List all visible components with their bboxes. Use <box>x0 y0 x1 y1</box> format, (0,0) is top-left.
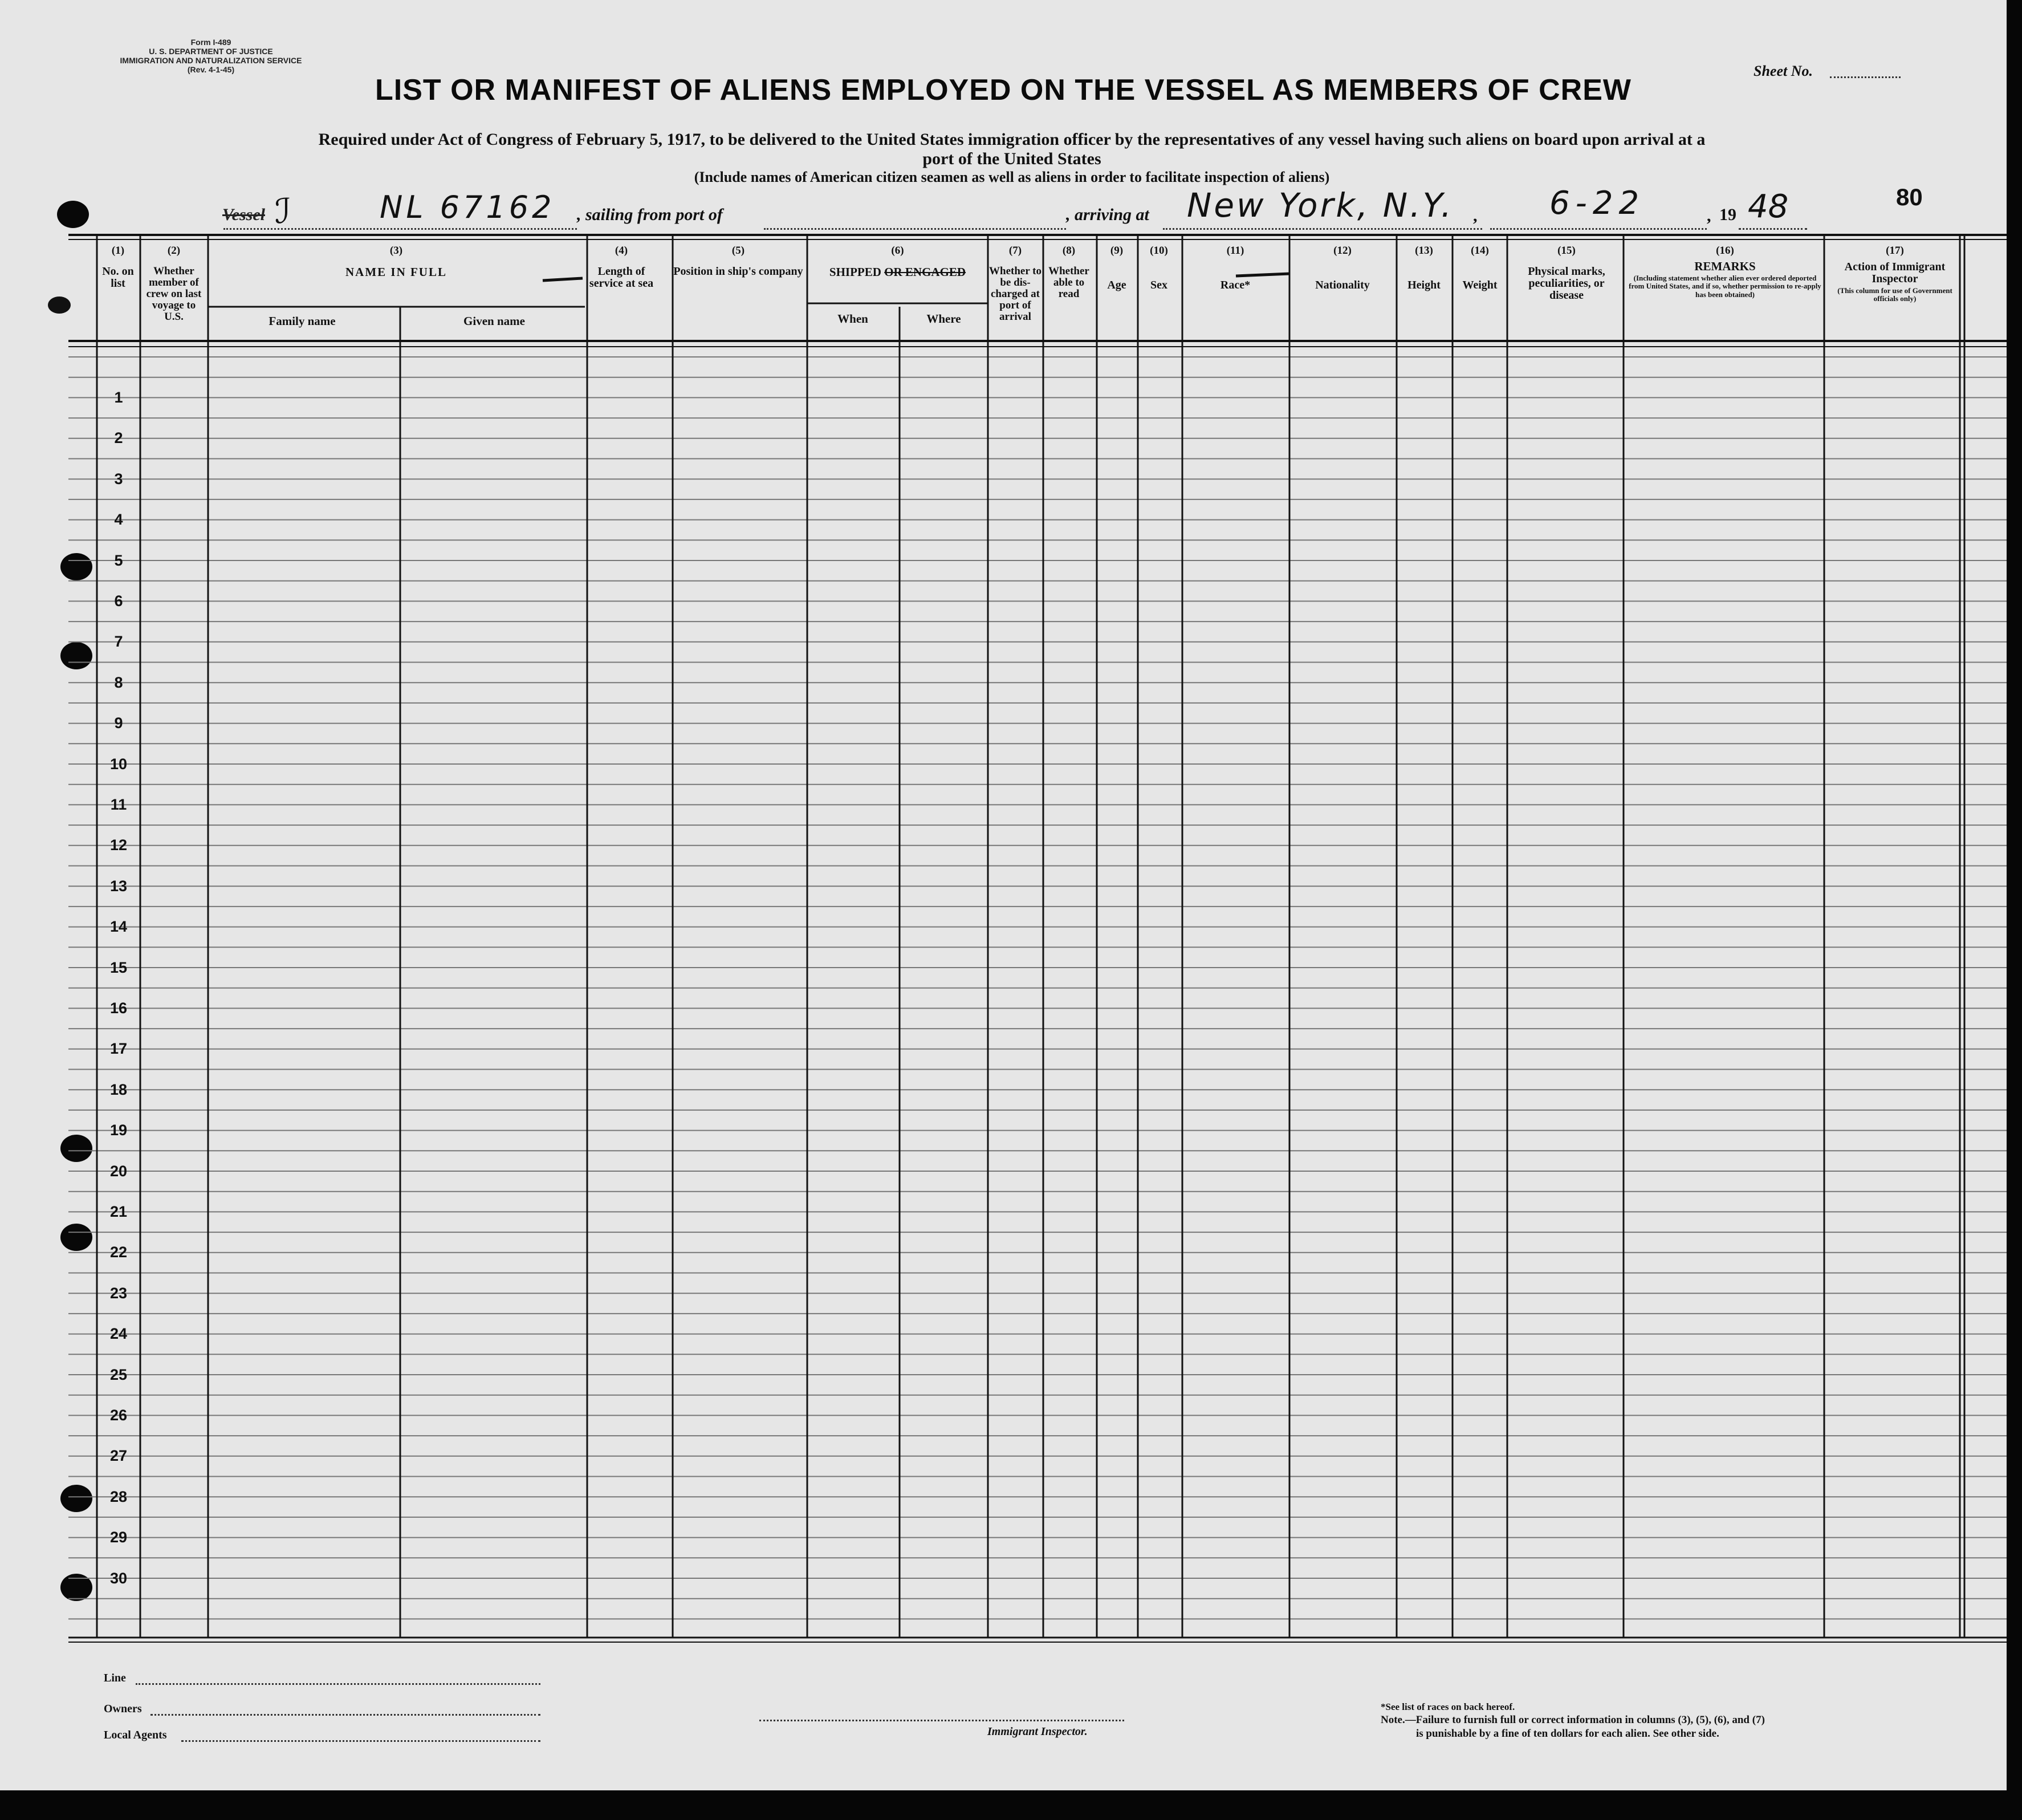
year-value[interactable]: 48 <box>1748 188 1789 225</box>
penalty-note-line2: is punishable by a fine of ten dollars for each alien. See other side. <box>1416 1728 1719 1740</box>
col-immigrant-inspector: (17) Action of Immigrant Inspector (This column for use of Government officials only) <box>1826 245 1963 303</box>
row-number: 14 <box>109 918 128 936</box>
row-number: 13 <box>109 877 128 895</box>
col-position: (5) Position in ship's company <box>673 245 803 278</box>
col-shipped-or-engaged: (6) SHIPPED OR ENGAGED <box>829 245 966 279</box>
department-name: U. S. DEPARTMENT OF JUSTICE <box>149 47 273 56</box>
inspector-note: (This column for use of Government officials only) <box>1837 286 1952 303</box>
revision-date: (Rev. 4-1-45) <box>187 65 235 75</box>
col-name-in-full: (3) NAME IN FULL <box>345 245 447 279</box>
row-number: 24 <box>109 1325 128 1343</box>
inspector-label: Immigrant Inspector. <box>987 1725 1088 1738</box>
vessel-mark: ℐ <box>275 192 291 231</box>
row-number: 25 <box>109 1366 128 1383</box>
row-number: 7 <box>114 633 123 651</box>
row-number: 15 <box>109 958 128 976</box>
subtitle-line2: port of the United States <box>922 149 1101 168</box>
row-number: 5 <box>114 551 123 569</box>
row-number: 27 <box>109 1447 128 1465</box>
col-when: When <box>837 312 868 326</box>
col-able-to-read: (8) Whether able to read <box>1048 245 1089 300</box>
owners-field[interactable] <box>150 1714 540 1716</box>
row-number: 10 <box>109 755 128 773</box>
row-number: 3 <box>114 470 123 488</box>
row-number: 26 <box>109 1407 128 1424</box>
form-number: Form I-489 <box>190 38 231 47</box>
col-where: Where <box>926 312 961 326</box>
row-number: 18 <box>109 1080 128 1098</box>
row-number: 9 <box>114 714 123 732</box>
line-field[interactable] <box>136 1683 540 1685</box>
arriving-label: , arriving at <box>1066 205 1149 224</box>
col-remarks: (16) REMARKS (Including statement whether alien ever ordered deported from United States, and if so, whether permission to re-apply has been obtained) <box>1627 245 1823 299</box>
subtitle-note: (Include names of American citizen seamen as well as aliens in order to facilitate inspection of aliens) <box>694 169 1330 185</box>
row-number: 19 <box>109 1122 128 1139</box>
col-discharged: (7) Whether to be dis-charged at port of arrival <box>989 245 1041 323</box>
row-number: 8 <box>114 673 123 691</box>
penalty-note: Note.—Failure to furnish full or correct information in columns (3), (5), (6), and (7) <box>1381 1714 1765 1726</box>
row-number: 12 <box>109 836 128 854</box>
row-number: 6 <box>114 592 123 610</box>
col-sex: (10) Sex <box>1150 245 1168 291</box>
inspector-signature-field[interactable] <box>759 1720 1124 1721</box>
page-number: 80 <box>1896 184 1923 210</box>
col-length-of-service: (4) Length of service at sea <box>589 245 654 290</box>
race-note: *See list of races on back hereof. <box>1381 1701 1515 1712</box>
owners-label: Owners <box>104 1703 142 1715</box>
col-race: (11) Race* <box>1220 245 1251 291</box>
col-no-on-list: (1) No. on list <box>102 245 134 290</box>
vessel-value[interactable]: NL 67162 <box>380 189 555 225</box>
local-agents-label: Local Agents <box>104 1729 167 1741</box>
row-number: 16 <box>109 1000 128 1017</box>
row-number: 2 <box>114 429 123 447</box>
vessel-label: Vessel <box>222 205 265 224</box>
row-number: 28 <box>109 1488 128 1505</box>
col-nationality: (12) Nationality <box>1315 245 1370 291</box>
remarks-note: (Including statement whether alien ever ordered deported from United States, and if so, whether permission to re-apply has been obtained) <box>1629 273 1821 299</box>
col-member-of-crew: (2) Whether member of crew on last voyage to U.S. <box>146 245 202 323</box>
row-number: 4 <box>114 511 123 529</box>
col-weight: (14) Weight <box>1462 245 1498 291</box>
date-value[interactable]: 6-22 <box>1549 185 1645 222</box>
row-number: 22 <box>109 1244 128 1261</box>
row-number: 23 <box>109 1284 128 1302</box>
local-agents-field[interactable] <box>181 1740 540 1742</box>
year-prefix: 19 <box>1719 205 1736 224</box>
sheet-no-label: Sheet No. <box>1754 63 1813 79</box>
page-title: LIST OR MANIFEST OF ALIENS EMPLOYED ON THE VESSEL AS MEMBERS OF CREW <box>375 74 1632 107</box>
col-age: (9) Age <box>1107 245 1126 291</box>
row-number: 1 <box>114 389 123 406</box>
line-label: Line <box>104 1672 126 1684</box>
arriving-value[interactable]: New York, N.Y. <box>1187 186 1454 225</box>
col-given-name: Given name <box>463 314 525 328</box>
service-name: IMMIGRATION AND NATURALIZATION SERVICE <box>120 56 302 66</box>
row-number: 29 <box>109 1529 128 1546</box>
subtitle: Required under Act of Congress of February 5, 1917, to be delivered to the United States immigration officer by the representatives of any vessel having such aliens on board upon arrival at a <box>318 130 1706 149</box>
row-number: 20 <box>109 1162 128 1180</box>
col-physical-marks: (15) Physical marks, peculiarities, or disease <box>1528 245 1605 302</box>
col-family-name: Family name <box>268 314 336 328</box>
row-number: 17 <box>109 1040 128 1058</box>
row-number: 11 <box>110 796 127 813</box>
row-number: 21 <box>109 1203 128 1220</box>
col-height: (13) Height <box>1407 245 1441 291</box>
sailing-label: , sailing from port of <box>577 205 723 224</box>
manifest-page: Form I-489 U. S. DEPARTMENT OF JUSTICE IMMIGRATION AND NATURALIZATION SERVICE (Rev. 4-1-45) Sheet No. LIST OR MANIFEST OF ALIENS EMPLOYED ON THE VESSEL AS MEMBERS OF CREW Required under Act of Congress of February 5, 1917, to be delivered to the United States immigration officer by the representatives of any vessel having such aliens on board upon arrival at a port of the United States (Include names of American citizen seamen as well as aliens in order to facilitate inspection of aliens) Vessel ℐ NL 67162 , sailing from port of , arriving at New York, N.Y. , 6-22 , 19 48 80 (1) No. on list (2) Whether member of crew on last voyage to U.S. (3) NAME IN FULL Family name Given name (4) Length of service at sea (5) Position in ship's company (6) SHIPPED OR ENGAGED When Where (7) Whether to be dis-charged at port of arrival (8) Whether able to read (9) Age (10) Sex (11) Race* (12) Nationality (13) Height (14) Weight (15) Physical marks, peculiarities, or disease (16) REMARKS (Including statement whether alien ever ordered deported from United States, and if so, whether permission to re-apply has been obtained) (17) Action of Immigrant Inspector (This column for use of Government officials only) 1 2 3 4 5 6 7 8 9 10 11 12 13 14 15 16 17 18 19 20 21 22 23 24 25 26 27 28 29 30 Line Owners Local Agents Immigrant Inspector. *See list of races on back hereof. Note.—Failure to furnish full or correct information in columns (3), (5), (6), and (7) is punishable by a fine of ten dollars for each alien. See other side. <box>0 0 2007 1790</box>
row-number: 30 <box>109 1569 128 1587</box>
